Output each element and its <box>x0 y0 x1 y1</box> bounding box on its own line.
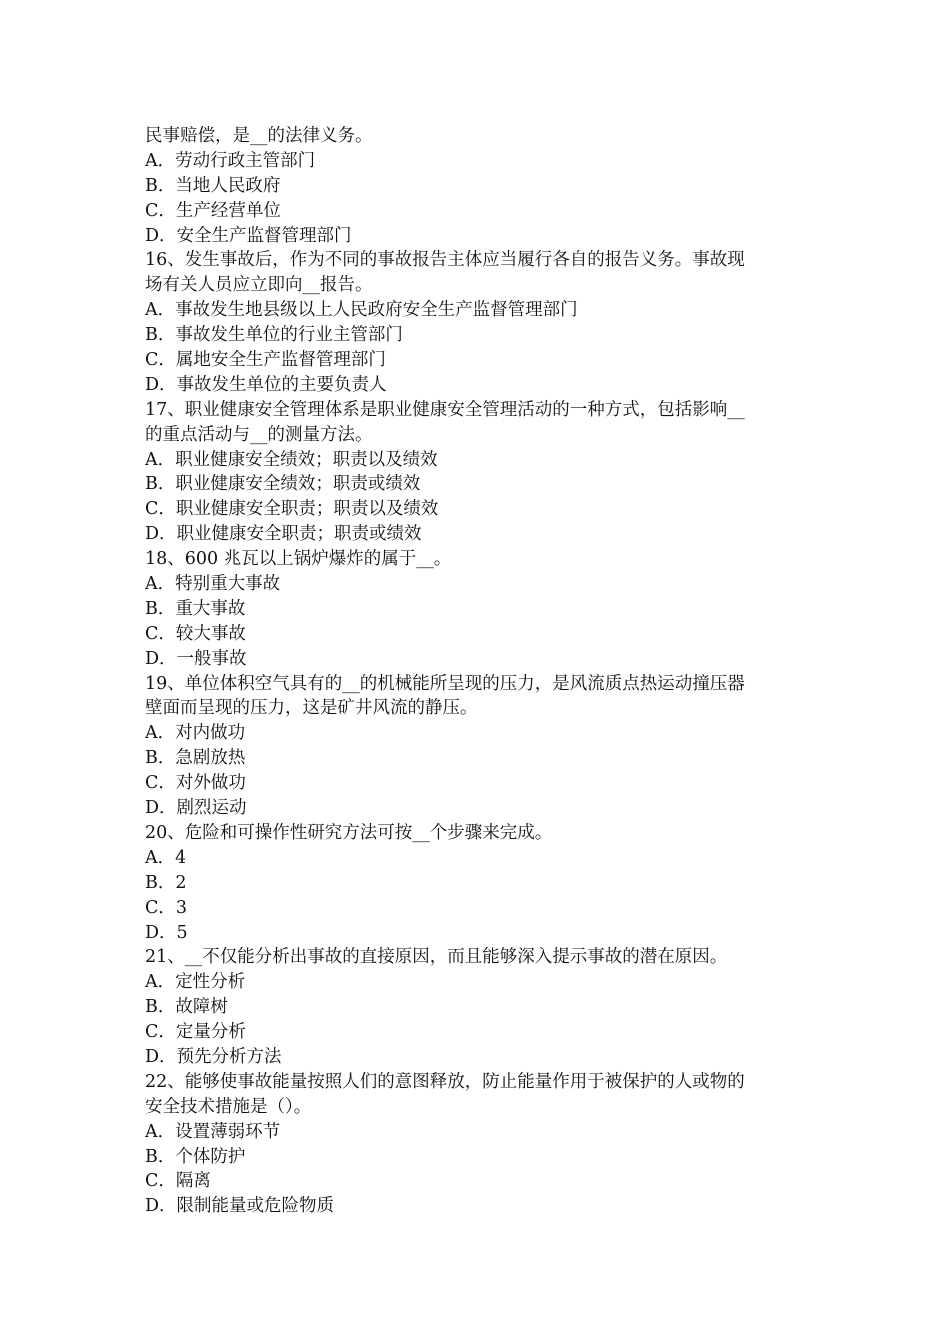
option-line: A．定性分析 <box>145 972 246 993</box>
question-line: 17、职业健康安全管理体系是职业健康安全管理活动的一种方式，包括影响__ <box>145 399 745 420</box>
option-line: A．职业健康安全绩效；职责以及绩效 <box>145 449 438 470</box>
option-line: B．重大事故 <box>145 598 246 619</box>
option-line: D．事故发生单位的主要负责人 <box>145 374 387 395</box>
option-line: A．特别重大事故 <box>145 574 281 595</box>
option-line: D．预先分析方法 <box>145 1046 282 1067</box>
text-line: 民事赔偿，是__的法律义务。 <box>145 126 373 146</box>
option-line: B．2 <box>145 872 187 893</box>
option-line: C．对外做功 <box>145 773 246 794</box>
question-line: 18、600 兆瓦以上锅炉爆炸的属于__。 <box>145 549 452 570</box>
option-line: C．定量分析 <box>145 1022 246 1043</box>
question-line: 16、发生事故后，作为不同的事故报告主体应当履行各自的报告义务。事故现 <box>145 250 745 271</box>
option-line: C．隔离 <box>145 1171 211 1192</box>
option-line: D．5 <box>145 922 188 943</box>
option-line: B．故障树 <box>145 997 228 1018</box>
question-line: 安全技术措施是（）。 <box>145 1096 312 1117</box>
option-line: D．限制能量或危险物质 <box>145 1196 335 1217</box>
option-line: B．事故发生单位的行业主管部门 <box>145 325 403 346</box>
option-line: B．职业健康安全绩效；职责或绩效 <box>145 474 421 495</box>
option-line: C．生产经营单位 <box>145 200 281 221</box>
option-line: C．较大事故 <box>145 623 246 644</box>
question-line: 场有关人员应立即向__报告。 <box>145 275 373 296</box>
option-line: B．急剧放热 <box>145 748 246 769</box>
option-line: D．一般事故 <box>145 648 247 669</box>
option-line: D．安全生产监督管理部门 <box>145 225 352 246</box>
question-line: 壁面而呈现的压力，这是矿井风流的静压。 <box>145 698 478 719</box>
option-line: A．对内做功 <box>145 723 246 744</box>
document-page <box>145 124 813 1219</box>
option-line: A．4 <box>145 847 187 868</box>
option-line: D．职业健康安全职责；职责或绩效 <box>145 524 422 545</box>
question-line: 22、能够使事故能量按照人们的意图释放，防止能量作用于被保护的人或物的 <box>145 1071 745 1092</box>
option-line: C．职业健康安全职责；职责以及绩效 <box>145 499 439 520</box>
option-line: A．事故发生地县级以上人民政府安全生产监督管理部门 <box>145 300 578 321</box>
option-line: A．劳动行政主管部门 <box>145 150 316 171</box>
option-line: D．剧烈运动 <box>145 798 247 819</box>
question-line: 20、危险和可操作性研究方法可按__个步骤来完成。 <box>145 822 553 843</box>
option-line: B．个体防护 <box>145 1146 246 1167</box>
option-line: A．设置薄弱环节 <box>145 1121 281 1142</box>
option-line: B．当地人民政府 <box>145 175 281 196</box>
option-line: C．属地安全生产监督管理部门 <box>145 350 386 371</box>
question-line: 的重点活动与__的测量方法。 <box>145 424 373 445</box>
option-line: C．3 <box>145 897 188 918</box>
question-line: 21、__不仅能分析出事故的直接原因，而且能够深入提示事故的潜在原因。 <box>145 947 728 968</box>
question-line: 19、单位体积空气具有的__的机械能所呈现的压力，是风流质点热运动撞压器 <box>145 673 745 694</box>
